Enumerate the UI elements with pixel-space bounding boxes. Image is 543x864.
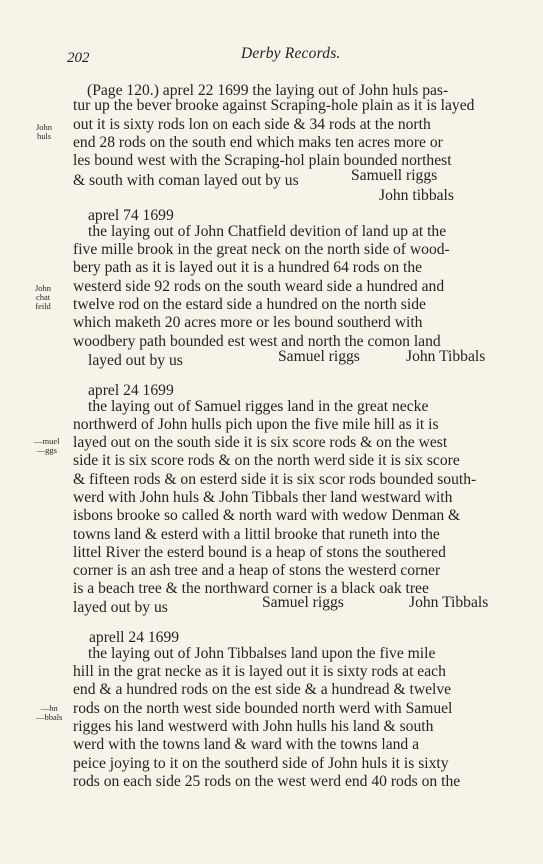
entry-4-line-7: peice joying to it on the southerd side of John huls it is sixty <box>73 755 449 772</box>
entry-1-line-2: tur up the bever brooke against Scraping-hole plain as it is layed <box>73 97 475 114</box>
entry-2-line-8: layed out by us <box>88 352 183 369</box>
entry-3-line-6: werd with John huls & John Tibbals ther land westward with <box>73 489 453 506</box>
entry-2-line-3: bery path as it is layed out it is a hundred 64 rods on the <box>73 259 423 276</box>
entry-3-line-11: is a beach tree & the northward corner is a black oak tree <box>73 580 429 597</box>
entry-2-date: aprel 74 1699 <box>88 207 174 224</box>
entry-2-margin-note <box>35 284 51 311</box>
entry-3-margin-note <box>34 437 60 455</box>
entry-3-line-5: & fifteen rods & on esterd side it is six scor rods bounded south- <box>73 471 477 488</box>
entry-4-date: aprell 24 1699 <box>89 629 180 646</box>
entry-3-line-10: corner is an ash tree and a heap of stons the westerd corner <box>73 562 441 579</box>
margin-note-line: feild <box>35 301 51 311</box>
entry-1-line-4: end 28 rods on the south end which maks ten acres more or <box>73 134 443 151</box>
margin-note-line: —bbals <box>36 712 63 722</box>
margin-note-line: huls <box>36 131 52 141</box>
entry-1-line-6: & south with coman layed out by us <box>73 172 299 189</box>
entry-4-line-3: end & a hundred rods on the est side & a hundread & twelve <box>73 681 452 698</box>
margin-note-line: John <box>35 283 52 293</box>
entry-2-line-6: which maketh 20 acres more or les bound southerd with <box>73 314 423 331</box>
entry-4-line-8: rods on each side 25 rods on the west werd end 40 rods on the <box>73 773 461 790</box>
entry-3-line-3: layed out on the south side it is six score rods & on the west <box>73 434 448 451</box>
entry-1-signature-1: Samuell riggs <box>351 167 438 184</box>
entry-1-signature-2: John tibbals <box>379 187 454 204</box>
entry-2-signature-1: Samuel riggs <box>278 348 360 365</box>
entry-3-line-1: the laying out of Samuel rigges land in the great necke <box>88 398 429 415</box>
margin-note-line: John <box>36 122 53 132</box>
entry-4-line-2: hill in the grat necke as it is layed out it is sixty rods at each <box>73 663 446 680</box>
entry-2-signature-2: John Tibbals <box>406 348 486 365</box>
entry-3-line-4: side it is six score rods & on the north werd side it is six score <box>73 452 460 469</box>
margin-note-line: —hn <box>40 703 58 713</box>
margin-note-line: —ggs <box>36 445 57 455</box>
entry-4-line-4: rods on the north west side bounded north werd with Samuel <box>73 700 453 717</box>
entry-4-line-6: werd with the towns land & ward with the towns land a <box>73 736 420 753</box>
entry-3-line-9: littel River the esterd bound is a heap of stons the southered <box>73 544 446 561</box>
entry-2-line-4: westerd side 92 rods on the south weard side a hundred and <box>73 278 445 295</box>
entry-4-line-1: the laying out of John Tibbalses land upon the five mile <box>88 645 436 662</box>
entry-3-signature-1: Samuel riggs <box>262 594 344 611</box>
entry-2-line-1: the laying out of John Chatfield devition of land up at the <box>88 223 447 240</box>
running-title: Derby Records. <box>241 45 341 62</box>
entry-3-line-2: northwerd of John hulls pich upon the five mile hill as it is <box>73 416 439 433</box>
entry-1-line-1: (Page 120.) aprel 22 1699 the laying out of John huls pas- <box>87 82 449 99</box>
entry-3-line-12: layed out by us <box>73 599 168 616</box>
margin-note-line: —muel <box>34 436 60 446</box>
entry-1-line-5: les bound west with the Scraping-hol plain bounded northest <box>73 152 452 169</box>
entry-3-line-7: isbons brooke so called & north ward with wedow Denman & <box>73 507 461 524</box>
page-number: 202 <box>67 50 90 66</box>
entry-4-line-5: rigges his land westwerd with John hulls his land & south <box>73 718 434 735</box>
entry-1-line-3: out it is sixty rods lon on each side & 34 rods at the north <box>73 116 431 133</box>
entry-4-margin-note <box>36 704 62 722</box>
entry-3-date: aprel 24 1699 <box>88 382 174 399</box>
entry-2-line-7: woodbery path bounded est west and north the comon land <box>73 333 441 350</box>
entry-1-margin-note <box>36 123 52 141</box>
entry-2-line-5: twelve rod on the estard side a hundred on the north side <box>73 296 426 313</box>
entry-3-line-8: towns land & esterd with a littil brooke that runeth into the <box>73 526 440 543</box>
entry-2-line-2: five mille brook in the great neck on the north side of wood- <box>73 241 450 258</box>
margin-note-line: chat <box>35 292 51 302</box>
entry-3-signature-2: John Tibbals <box>409 594 489 611</box>
